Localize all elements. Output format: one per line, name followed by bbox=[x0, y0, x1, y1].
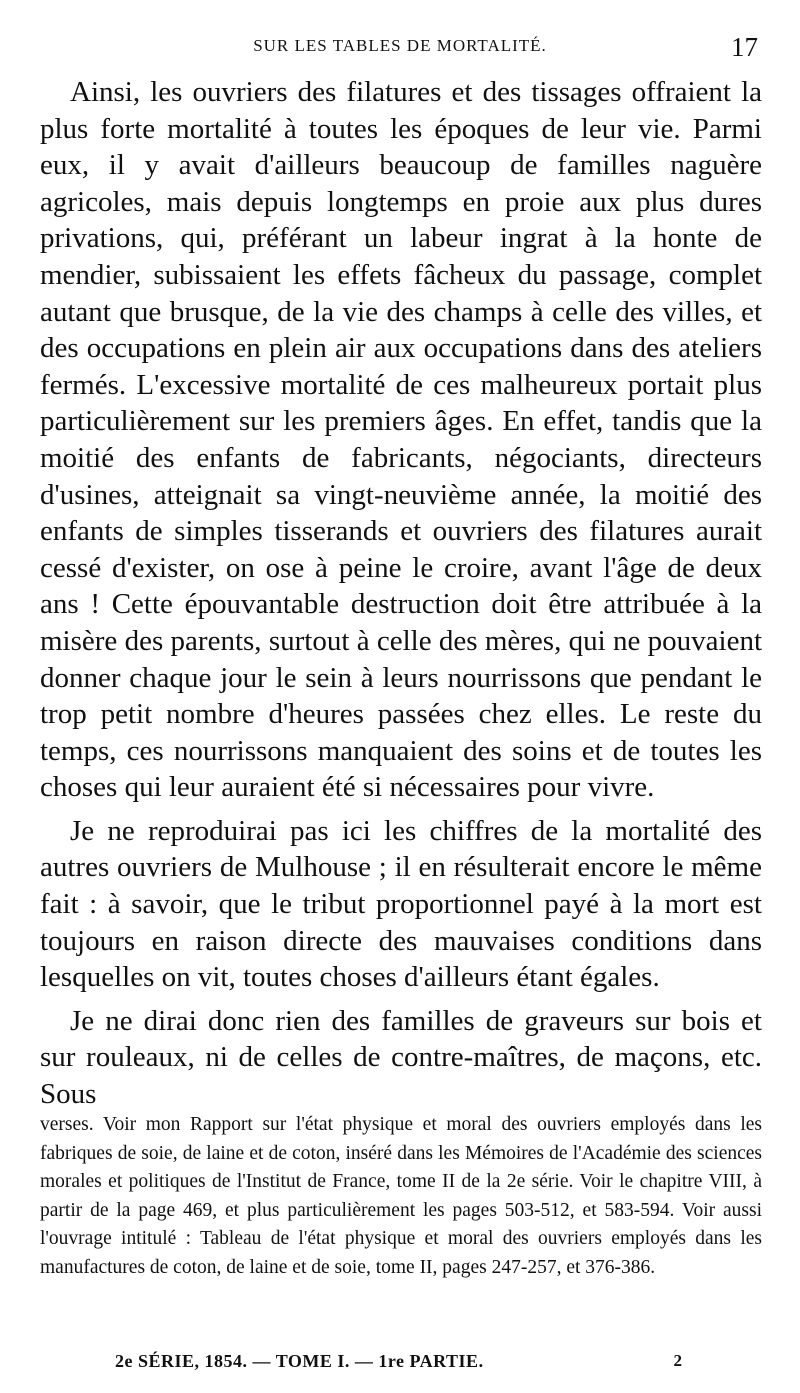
body-text bbox=[40, 74, 762, 1113]
footnote bbox=[40, 1111, 762, 1282]
footnote-text: verses. Voir mon Rapport sur l'état physique et moral des ouvriers employés dans les fabriques de soie, de laine et de coton, inséré dans les Mémoires de l'Académie des sciences morales et politiques de l'Institut de France, tome II de la 2e série. Voir le chapitre VIII, à partir de la page 469, et plus particulièrement les pages 503-512, et 583-594. Voir aussi l'ouvrage intitulé : Tableau de l'état physique et moral des ouvriers employés dans les manufactures de coton, de laine et de soie, tome II, pages 247-257, et 376-386. bbox=[40, 1114, 762, 1278]
running-head bbox=[40, 34, 760, 64]
page-number: 17 bbox=[731, 32, 758, 62]
paragraph: Ainsi, les ouvriers des filatures et des tissages offraient la plus forte mortalité à toutes les époques de leur vie. Parmi eux, il y avait d'ailleurs beaucoup de familles naguère agricoles, mais depuis longtemps en proie aux plus dures privations, qui, préférant un labeur ingrat à la honte de mendier, subissaient les effets fâcheux du passage, complet autant que brusque, de la vie des champs à celle des villes, et des occupations en plein air aux occupations dans des ateliers fermés. L'excessive mortalité de ces malheureux portait plus particulièrement sur les premiers âges. En effet, tandis que la moitié des enfants de fabricants, négociants, directeurs d'usines, atteignait sa vingt-neuvième année, la moitié des enfants de simples tisserands et ouvriers des filatures aurait cessé d'exister, on ose à peine le croire, avant l'âge de deux ans ! Cette épouvantable destruction doit être attribuée à la misère des parents, surtout à celle des mères, qui ne pouvaient donner chaque jour le sein à leurs nourrissons que pendant le trop petit nombre d'heures passées chez elles. Le reste du temps, ces nourrissons manquaient des soins et de toutes les choses qui leur auraient été si nécessaires pour vivre. bbox=[40, 76, 762, 804]
printer-signature-line bbox=[40, 1351, 762, 1381]
paragraph: Je ne dirai donc rien des familles de graveurs sur bois et sur rouleaux, ni de celles de contre-maîtres, de maçons, etc. Sous bbox=[40, 1004, 762, 1111]
running-head-title: SUR LES TABLES DE MORTALITÉ. bbox=[253, 36, 547, 55]
signature-number: 2 bbox=[673, 1351, 682, 1370]
signature-text: 2e SÉRIE, 1854. — TOME I. — 1re PARTIE. bbox=[115, 1351, 484, 1371]
paragraph: Je ne reproduirai pas ici les chiffres de la mortalité des autres ouvriers de Mulhouse ; il en résulterait encore le même fait : à savoir, que le tribut proportionnel payé à la mort est toujours en raison directe des mauvaises conditions dans lesquelles on vit, toutes choses d'ailleurs étant égales. bbox=[40, 814, 762, 994]
